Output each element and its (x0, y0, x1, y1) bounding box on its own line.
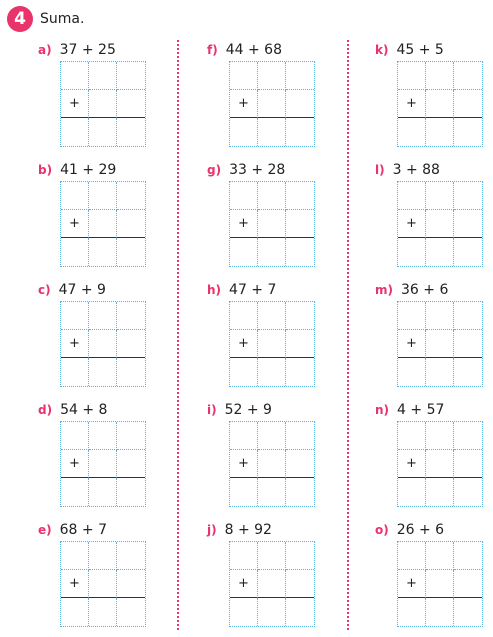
answer-grid (60, 421, 146, 507)
addition-exercise (207, 162, 357, 277)
exercise-letter: f) (207, 43, 218, 57)
answer-grid (229, 61, 315, 147)
exercise-letter: g) (207, 163, 222, 177)
exercise-expression: 36 + 6 (401, 282, 449, 298)
digit-cell[interactable] (258, 330, 286, 358)
exercise-letter: i) (207, 403, 217, 417)
digit-cell[interactable] (89, 358, 117, 386)
digit-cell[interactable] (454, 478, 482, 506)
plus-sign-cell[interactable]: + (230, 330, 258, 358)
digit-cell[interactable] (230, 238, 258, 266)
digit-cell[interactable] (89, 90, 117, 118)
digit-cell[interactable] (454, 422, 482, 450)
digit-cell[interactable] (454, 302, 482, 330)
digit-cell[interactable] (286, 302, 314, 330)
addition-exercise (207, 402, 357, 517)
answer-grid (397, 421, 483, 507)
digit-cell[interactable] (61, 302, 89, 330)
digit-cell[interactable] (426, 422, 454, 450)
plus-sign-cell[interactable]: + (230, 90, 258, 118)
plus-sign-cell[interactable]: + (398, 570, 426, 598)
digit-cell[interactable] (454, 570, 482, 598)
problem-label (375, 162, 440, 178)
digit-cell[interactable] (398, 598, 426, 626)
exercise-expression: 3 + 88 (392, 162, 440, 178)
digit-cell[interactable] (89, 302, 117, 330)
exercise-letter: h) (207, 283, 222, 297)
digit-cell[interactable] (230, 422, 258, 450)
exercise-expression: 52 + 9 (224, 402, 272, 418)
digit-cell[interactable] (61, 422, 89, 450)
digit-cell[interactable] (61, 358, 89, 386)
problem-label (38, 42, 116, 58)
problem-label (375, 402, 444, 418)
digit-cell[interactable] (258, 358, 286, 386)
digit-cell[interactable] (454, 118, 482, 146)
digit-cell[interactable] (117, 422, 145, 450)
digit-cell[interactable] (454, 358, 482, 386)
digit-cell[interactable] (454, 542, 482, 570)
digit-cell[interactable] (117, 542, 145, 570)
digit-cell[interactable] (258, 182, 286, 210)
digit-cell[interactable] (426, 62, 454, 90)
digit-cell[interactable] (426, 182, 454, 210)
answer-grid (60, 61, 146, 147)
digit-cell[interactable] (258, 238, 286, 266)
addition-exercise (375, 522, 493, 637)
digit-cell[interactable] (258, 62, 286, 90)
digit-cell[interactable] (426, 238, 454, 266)
digit-cell[interactable] (286, 330, 314, 358)
digit-cell[interactable] (117, 598, 145, 626)
plus-sign-cell[interactable]: + (398, 210, 426, 238)
digit-cell[interactable] (258, 118, 286, 146)
digit-cell[interactable] (117, 238, 145, 266)
digit-cell[interactable] (426, 542, 454, 570)
digit-cell[interactable] (89, 450, 117, 478)
digit-cell[interactable] (89, 570, 117, 598)
problem-label (207, 282, 276, 298)
digit-cell[interactable] (258, 450, 286, 478)
exercise-expression: 68 + 7 (59, 522, 107, 538)
digit-cell[interactable] (454, 598, 482, 626)
digit-cell[interactable] (230, 358, 258, 386)
addition-exercise (375, 42, 493, 157)
plus-sign-cell[interactable]: + (61, 570, 89, 598)
digit-cell[interactable] (398, 62, 426, 90)
exercise-letter: o) (375, 523, 389, 537)
digit-cell[interactable] (61, 62, 89, 90)
digit-cell[interactable] (286, 90, 314, 118)
answer-grid (60, 541, 146, 627)
digit-cell[interactable] (454, 450, 482, 478)
digit-cell[interactable] (61, 542, 89, 570)
digit-cell[interactable] (426, 358, 454, 386)
digit-cell[interactable] (286, 182, 314, 210)
addition-exercise (207, 42, 357, 157)
digit-cell[interactable] (89, 422, 117, 450)
exercise-title: Suma. (40, 11, 85, 27)
digit-cell[interactable] (398, 238, 426, 266)
digit-cell[interactable] (61, 238, 89, 266)
digit-cell[interactable] (117, 62, 145, 90)
problem-label (207, 162, 285, 178)
exercise-header (7, 6, 84, 32)
plus-sign-cell[interactable]: + (61, 450, 89, 478)
answer-grid (229, 181, 315, 267)
digit-cell[interactable] (426, 118, 454, 146)
answer-grid (229, 421, 315, 507)
digit-cell[interactable] (258, 210, 286, 238)
exercise-expression: 26 + 6 (396, 522, 445, 538)
answer-grid (397, 181, 483, 267)
digit-cell[interactable] (230, 478, 258, 506)
exercise-letter: a) (38, 43, 52, 57)
exercise-expression: 33 + 28 (229, 162, 286, 178)
digit-cell[interactable] (454, 182, 482, 210)
digit-cell[interactable] (117, 210, 145, 238)
answer-grid (229, 541, 315, 627)
digit-cell[interactable] (426, 210, 454, 238)
digit-cell[interactable] (286, 570, 314, 598)
digit-cell[interactable] (398, 358, 426, 386)
addition-exercise (38, 522, 188, 637)
addition-exercise (38, 402, 188, 517)
digit-cell[interactable] (426, 302, 454, 330)
digit-cell[interactable] (286, 422, 314, 450)
exercise-expression: 41 + 29 (60, 162, 117, 178)
digit-cell[interactable] (286, 210, 314, 238)
digit-cell[interactable] (117, 478, 145, 506)
exercise-letter: j) (207, 523, 217, 537)
digit-cell[interactable] (258, 302, 286, 330)
digit-cell[interactable] (89, 478, 117, 506)
digit-cell[interactable] (398, 118, 426, 146)
exercise-letter: d) (38, 403, 53, 417)
digit-cell[interactable] (286, 238, 314, 266)
answer-grid (397, 301, 483, 387)
digit-cell[interactable] (454, 238, 482, 266)
digit-cell[interactable] (117, 90, 145, 118)
digit-cell[interactable] (117, 330, 145, 358)
exercise-letter: b) (38, 163, 53, 177)
exercise-expression: 54 + 8 (60, 402, 108, 418)
answer-grid (397, 541, 483, 627)
digit-cell[interactable] (454, 330, 482, 358)
plus-sign-cell[interactable]: + (230, 570, 258, 598)
digit-cell[interactable] (258, 90, 286, 118)
digit-cell[interactable] (426, 478, 454, 506)
addition-exercise (375, 402, 493, 517)
digit-cell[interactable] (258, 598, 286, 626)
digit-cell[interactable] (398, 542, 426, 570)
digit-cell[interactable] (454, 210, 482, 238)
exercise-letter: e) (38, 523, 52, 537)
exercise-letter: k) (375, 43, 389, 57)
digit-cell[interactable] (454, 62, 482, 90)
exercise-expression: 8 + 92 (224, 522, 272, 538)
digit-cell[interactable] (286, 478, 314, 506)
digit-cell[interactable] (286, 358, 314, 386)
digit-cell[interactable] (117, 570, 145, 598)
digit-cell[interactable] (89, 598, 117, 626)
problem-label (375, 282, 448, 298)
addition-exercise (207, 522, 357, 637)
problem-label (38, 162, 116, 178)
plus-sign-cell[interactable]: + (61, 90, 89, 118)
addition-exercise (38, 282, 188, 397)
digit-cell[interactable] (426, 330, 454, 358)
digit-cell[interactable] (89, 330, 117, 358)
exercise-expression: 47 + 7 (229, 282, 277, 298)
exercise-number-badge: 4 (7, 6, 33, 32)
exercise-expression: 45 + 5 (396, 42, 444, 58)
plus-sign-cell[interactable]: + (61, 210, 89, 238)
exercise-expression: 4 + 57 (397, 402, 445, 418)
addition-exercise (375, 282, 493, 397)
digit-cell[interactable] (117, 450, 145, 478)
problem-label (207, 42, 282, 58)
exercise-expression: 47 + 9 (58, 282, 106, 298)
problem-label (375, 522, 444, 538)
digit-cell[interactable] (117, 358, 145, 386)
digit-cell[interactable] (398, 182, 426, 210)
digit-cell[interactable] (230, 62, 258, 90)
answer-grid (229, 301, 315, 387)
digit-cell[interactable] (258, 478, 286, 506)
digit-cell[interactable] (117, 182, 145, 210)
digit-cell[interactable] (61, 118, 89, 146)
digit-cell[interactable] (230, 182, 258, 210)
digit-cell[interactable] (230, 118, 258, 146)
digit-cell[interactable] (258, 422, 286, 450)
addition-exercise (38, 162, 188, 277)
plus-sign-cell[interactable]: + (230, 450, 258, 478)
plus-sign-cell[interactable]: + (398, 330, 426, 358)
problem-label (38, 402, 107, 418)
plus-sign-cell[interactable]: + (61, 330, 89, 358)
digit-cell[interactable] (454, 90, 482, 118)
digit-cell[interactable] (398, 422, 426, 450)
digit-cell[interactable] (230, 302, 258, 330)
digit-cell[interactable] (89, 238, 117, 266)
plus-sign-cell[interactable]: + (230, 210, 258, 238)
problem-label (207, 402, 272, 418)
problem-label (38, 522, 107, 538)
digit-cell[interactable] (89, 62, 117, 90)
plus-sign-cell[interactable]: + (398, 450, 426, 478)
digit-cell[interactable] (89, 542, 117, 570)
digit-cell[interactable] (61, 598, 89, 626)
digit-cell[interactable] (426, 90, 454, 118)
digit-cell[interactable] (286, 598, 314, 626)
digit-cell[interactable] (426, 598, 454, 626)
exercise-letter: n) (375, 403, 390, 417)
digit-cell[interactable] (117, 302, 145, 330)
digit-cell[interactable] (89, 118, 117, 146)
digit-cell[interactable] (398, 478, 426, 506)
digit-cell[interactable] (258, 570, 286, 598)
digit-cell[interactable] (286, 62, 314, 90)
answer-grid (60, 301, 146, 387)
addition-exercise (38, 42, 188, 157)
plus-sign-cell[interactable]: + (398, 90, 426, 118)
exercise-letter: c) (38, 283, 51, 297)
exercise-letter: l) (375, 163, 385, 177)
exercise-expression: 44 + 68 (225, 42, 282, 58)
digit-cell[interactable] (230, 542, 258, 570)
digit-cell[interactable] (89, 182, 117, 210)
problem-label (38, 282, 106, 298)
digit-cell[interactable] (426, 450, 454, 478)
digit-cell[interactable] (286, 118, 314, 146)
digit-cell[interactable] (426, 570, 454, 598)
addition-exercise (375, 162, 493, 277)
digit-cell[interactable] (230, 598, 258, 626)
problem-label (375, 42, 444, 58)
exercise-letter: m) (375, 283, 393, 297)
digit-cell[interactable] (61, 478, 89, 506)
digit-cell[interactable] (286, 450, 314, 478)
digit-cell[interactable] (61, 182, 89, 210)
problem-label (207, 522, 272, 538)
digit-cell[interactable] (117, 118, 145, 146)
answer-grid (397, 61, 483, 147)
digit-cell[interactable] (398, 302, 426, 330)
addition-exercise (207, 282, 357, 397)
digit-cell[interactable] (89, 210, 117, 238)
digit-cell[interactable] (258, 542, 286, 570)
digit-cell[interactable] (286, 542, 314, 570)
exercise-expression: 37 + 25 (59, 42, 116, 58)
answer-grid (60, 181, 146, 267)
